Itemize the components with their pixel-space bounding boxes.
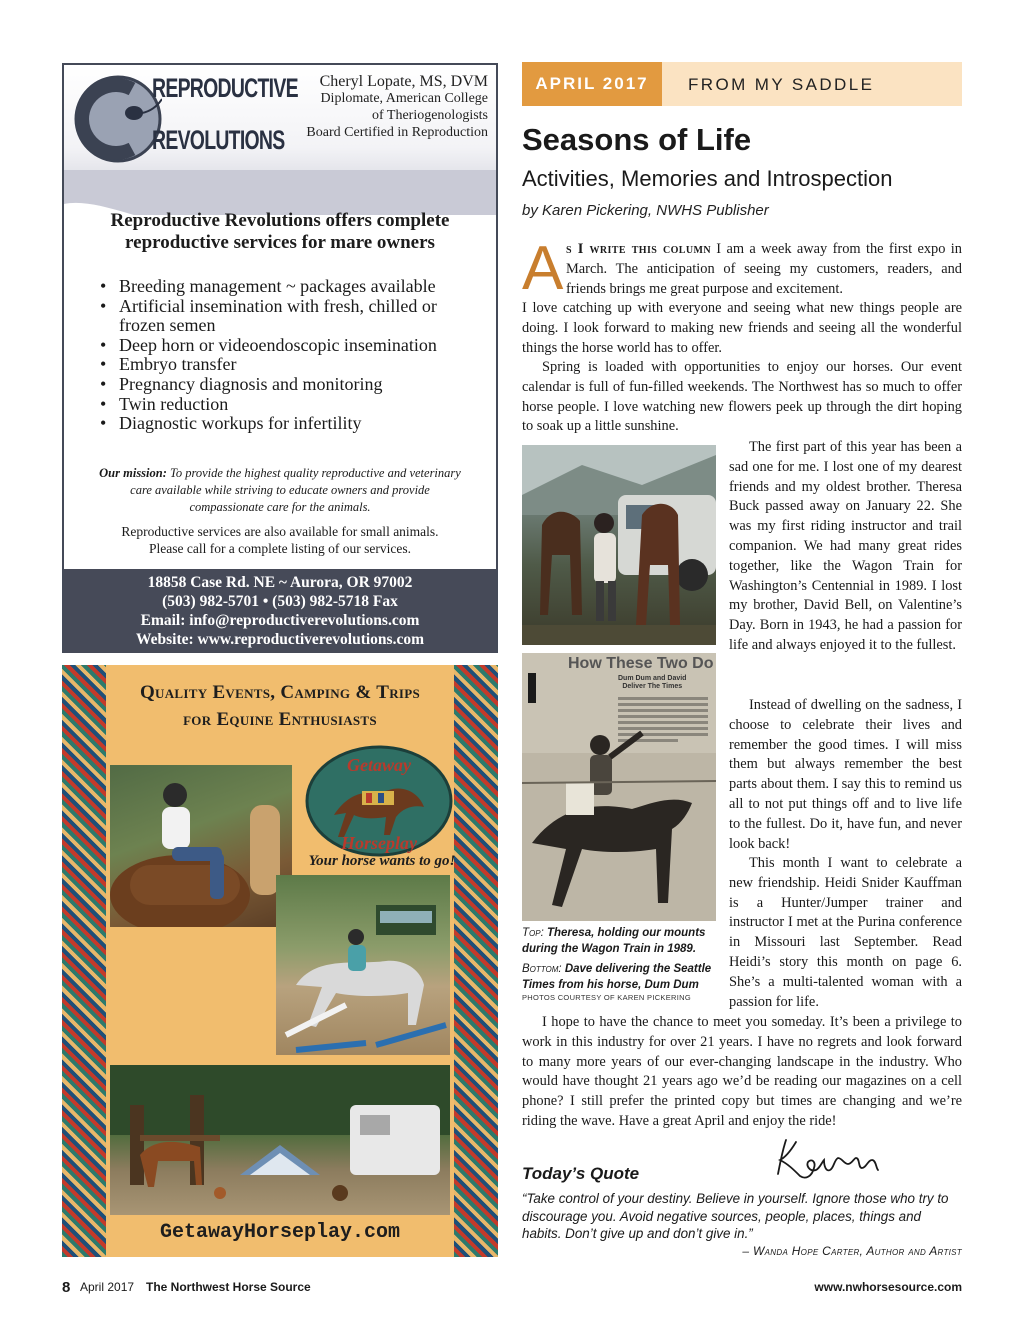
column-header [522,62,962,106]
ad-headline [64,210,496,254]
list-item: • Artificial insemination with fresh, chilled or frozen semen [100,297,480,336]
contact-band [64,569,496,653]
logo-text-reproductive: REPRODUCTIVE [152,73,298,103]
photo-campsite [110,1065,450,1215]
footer-website: www.nwhorsesource.com [814,1280,962,1294]
list-item: • Pregnancy diagnosis and monitoring [100,375,480,395]
doctor-credentials [306,73,488,141]
email: Email: info@reproductiverevolutions.com [140,612,420,629]
footer-date: April 2017 [80,1280,135,1294]
article-title: Seasons of Life [522,122,752,157]
caption-top-label: Top: [522,927,544,939]
quote-heading: Today’s Quote [522,1164,640,1183]
quote-author: – Wanda Hope Carter, Author and Artist [742,1244,962,1258]
wagon-train-illustration [522,445,716,645]
small-animals-note [84,523,476,557]
mission-text: To provide the highest quality reproductive and veterinary care available while striving to educate owners and provide compassionate care for the animals. [130,466,461,514]
list-item: • Deep horn or videoendoscopic insemination [100,336,480,356]
issue-month: APRIL 2017 [522,62,662,106]
section-name: FROM MY SADDLE [688,75,875,94]
photo-wagon-train [522,445,716,645]
getaway-horseplay-logo [304,745,454,865]
paragraph-1-continued: I love catching up with everyone and seeing what new things people are doing. I look forward to making new friends and seeing all the wonderful things the horse world has to offer. [522,300,962,356]
ad-content [106,665,454,1257]
article-byline: by Karen Pickering, NWHS Publisher [522,202,769,219]
doctor-name: Cheryl Lopate, MS, DVM [319,73,488,90]
small-animals-line-2: Please call for a complete listing of our services. [148,541,412,556]
address: 18858 Case Rd. NE ~ Aurora, OR 97002 [147,574,413,591]
ad-website: GetawayHorseplay.com [159,1221,401,1244]
ad-title [106,679,454,733]
campsite-illustration [110,1065,450,1215]
paragraph-6: I hope to have the chance to meet you someday. It’s been a privilege to work in this industry for over 21 years. I have no regrets and look forward to many more years of our ever-changing landscape in the industry. Who would have thought 21 years ago we’d be reading our magazines on a cell phone? I still prefer the printed copy but times are changing and we’re riding the wave. Have a great April and enjoy the ride! [522,1014,962,1129]
list-item: • Breeding management ~ packages available [100,277,480,297]
paragraph-1-start [566,240,962,299]
list-item: • Twin reduction [100,395,480,415]
photo-rider-on-horse [110,765,292,927]
logo-text-revolutions: REVOLUTIONS [152,125,285,155]
paragraph-3: The first part of this year has been a sad one for me. I lost one of my dearest friends and my oldest brother. Theresa Buck passed away on January 22. She was my first riding instructor and trail companion. We had many great rides together, like the Wagon Train for Washington’s Centennial in 1989. I lost my brother, David Bell, on Valentine’s Day. Born in 1943, he had a passion for life and always enjoyed it to the fullest. [729,439,962,653]
list-item: • Embryo transfer [100,355,480,375]
clipping-headline: How These Two Do [568,655,714,672]
website: Website: www.reproductiverevolutions.com [135,631,425,648]
quote-text: “Take control of your destiny. Believe in yourself. Ignore those who try to discourage you. Avoid negative sources, people, places, things and habits. Don’t give up and don’t give in.” [522,1191,949,1241]
clipping-subheadline-line-2: Deliver The Times [622,683,683,690]
decorative-border-left [62,665,106,1257]
ad-tagline: Your horse wants to go! [308,853,456,869]
small-animals-line-1: Reproductive services are also available for small animals. [121,524,439,539]
services-list [100,277,480,434]
caption-top-text: Theresa, holding our mounts during the Wagon Train in 1989. [522,927,706,955]
decorative-border-right [454,665,498,1257]
paragraph-1-text: I am a week away from the first expo in March. The anticipation of seeing my customers, readers, and friends brings me great purpose and excitement. [566,241,962,297]
ad-headline-line-1: Reproductive Revolutions offers complete [110,210,450,231]
paragraph-2: Spring is loaded with opportunities to enjoy our horses. Our event calendar is full of fun-filled weekends. The Northwest has so much to offer horse people. I love watching new flowers peek up through the dirt hoping to soak up a little sunshine. [522,359,962,435]
paragraph-lead-in: s I write this column [566,241,711,257]
logo-icon [74,75,162,163]
page-number: 8 [62,1279,71,1296]
photo-credit: PHOTOS COURTESY OF KAREN PICKERING [522,993,691,1002]
mission-statement [94,465,466,516]
doctor-title-1: Diplomate, American College [320,91,488,106]
arena-illustration [276,875,450,1055]
ad-header [64,65,496,215]
footer-publication: The Northwest Horse Source [146,1280,311,1294]
doctor-title-3: Board Certified in Reproduction [306,125,488,140]
ad-title-line-2: for Equine Enthusiasts [183,709,377,730]
caption-bottom-label: Bottom: [522,963,562,975]
caption-bottom [522,961,722,993]
caption-bottom-text: Dave delivering the Seattle Times from his horse, Dum Dum [522,963,712,991]
reproductive-revolutions-ad [62,63,498,653]
badge-text-top: Getaway [347,755,411,775]
signature-karen [772,1130,882,1182]
paragraph-5: This month I want to celebrate a new friendship. Heidi Snider Kauffman is a Hunter/Jumper trainer and instructor I met at the Purina conference in Missouri last September. Read Heidi’s story this month on page 6. She’s a multi-talented woman with a passion for life. [729,855,962,1010]
phone-numbers: (503) 982-5701 • (503) 982-5718 Fax [162,593,398,610]
horse-rider-illustration [110,765,292,927]
doctor-title-2: of Theriogenologists [371,108,488,123]
getaway-horseplay-ad [62,665,498,1257]
paragraph-4: Instead of dwelling on the sadness, I choose to celebrate their lives and remember the good times. I will miss them but always remember the best parts about them. I say this to remind us all to not put things off and to live life to the fullest. Do it, have fun, and never look back! [729,697,962,852]
photo-caption [522,925,722,993]
ad-title-line-1: Quality Events, Camping & Trips [139,682,421,703]
caption-top [522,925,722,957]
drop-cap: A [522,234,564,303]
ad-headline-line-2: reproductive services for mare owners [125,232,435,253]
article-subtitle: Activities, Memories and Introspection [522,166,893,191]
newspaper-photo-illustration [522,653,716,921]
photo-arena-horse [276,875,450,1055]
photo-newspaper-clipping [522,653,716,921]
header-wave-shape [64,170,496,215]
clipping-subheadline-line-1: Dum Dum and David [618,675,687,682]
mission-label: Our mission: [99,466,167,480]
badge-text-bottom: Horseplay [341,833,417,853]
list-item: • Diagnostic workups for infertility [100,414,480,434]
